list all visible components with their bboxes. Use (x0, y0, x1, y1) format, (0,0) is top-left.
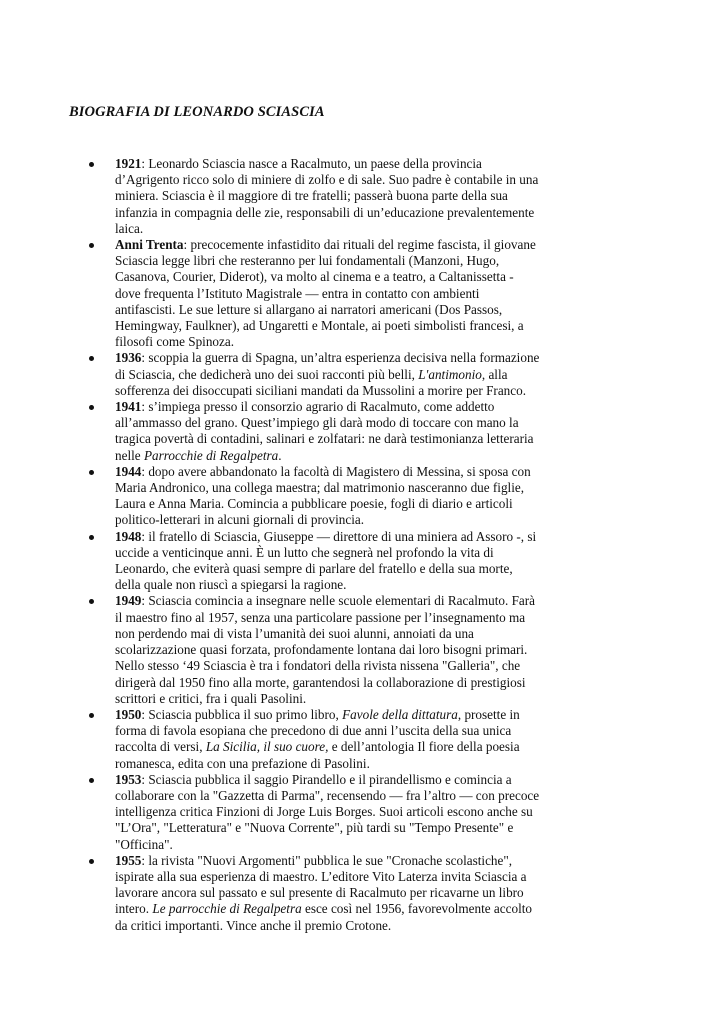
entry-title-italic: La Sicilia, il suo cuore, (205, 739, 329, 755)
entry-text: . (278, 447, 282, 463)
entry-year: 1955 (115, 852, 142, 868)
entry-text: : s’impiega presso il consorzio agrario di Racalmuto, come addetto all’ammasso del grano. Quest’impiego gli darà modo di toccare con mano la tragica povertà di contadini, salinari e zolfatari: ne darà testimonianza letteraria nelle (115, 399, 534, 463)
bullet-icon (89, 535, 94, 540)
entry-text: e dell’antologia Il fiore della poesia romanesca, edita con una prefazione di Pasolini. (115, 739, 520, 771)
list-item (0, 464, 540, 529)
bullet-icon (89, 470, 94, 475)
entry-year: 1949 (115, 593, 142, 609)
list-item (0, 156, 540, 237)
entry-year: 1941 (115, 399, 142, 415)
bullet-icon (89, 859, 94, 864)
biography-list (0, 156, 725, 934)
entry-year: 1953 (115, 771, 142, 787)
entry-text: : scoppia la guerra di Spagna, un’altra esperienza decisiva nella formazione di Sciascia, che dedicherà uno dei suoi racconti più belli, (115, 350, 540, 382)
entry-year: 1936 (115, 350, 142, 366)
entry-year: Anni Trenta (115, 237, 184, 253)
bullet-icon (89, 356, 94, 361)
entry-title-italic: L'antimonio (418, 366, 482, 382)
list-item (0, 350, 540, 399)
entry-year: 1948 (115, 528, 142, 544)
entry-year: 1944 (115, 463, 142, 479)
entry-year: 1950 (115, 706, 142, 722)
list-item (0, 237, 540, 350)
entry-text: , prosette in forma di favola esopiana che precedono di due anni l’uscita della sua unica raccolta di versi, (115, 706, 520, 755)
entry-text: : dopo avere abbandonato la facoltà di Magistero di Messina, si sposa con Maria Andronico, una collega maestra; dal matrimonio nasceranno due figlie, Laura e Anna Maria. Comincia a pubblicare poesie, fogli di diario e articoli politico-letterari in alcuni giornali di provincia. (115, 463, 531, 528)
bullet-icon (89, 243, 94, 248)
bullet-icon (89, 162, 94, 167)
entry-title-italic: Parrocchie di Regalpetra (143, 447, 279, 463)
entry-title-italic: Le parrocchie di Regalpetra (152, 901, 302, 917)
entry-text: : la rivista "Nuovi Argomenti" pubblica le sue "Cronache scolastiche", ispirate alla sua esperienza di maestro. L’editore Vito Laterza invita Sciascia a lavorare ancora sul passato e sul presente di Racalmuto per ricavarne un libro intero. (115, 852, 527, 917)
bullet-icon (89, 405, 94, 410)
list-item (0, 772, 540, 853)
entry-title-italic: Favole della dittatura (342, 706, 458, 722)
list-item (0, 853, 540, 934)
document-title: BIOGRAFIA DI LEONARDO SCIASCIA (69, 104, 325, 120)
entry-year: 1921 (115, 156, 142, 171)
bullet-icon (89, 778, 94, 783)
entry-text: , alla sofferenza dei disoccupati siciliani mandati da Mussolini a morire per Franco. (115, 366, 527, 398)
entry-text: : il fratello di Sciascia, Giuseppe — direttore di una miniera ad Assoro -, si uccide a venticinque anni. È un lutto che segnerà nel profondo la vita di Leonardo, che eviterà quasi sempre di parlare del fratello e della sua morte, della quale non riuscì a spiegarsi la ragione. (115, 528, 537, 593)
entry-text: : Sciascia pubblica il saggio Pirandello e il pirandellismo e comincia a collaborare con la "Gazzetta di Parma", recensendo — fra l’altro — con precoce intelligenza critica Finzioni di Jorge Luis Borges. Suoi articoli escono anche su "L’Ora", "Letteratura" e "Nuova Corrente", più tardi su "Tempo Presente" e "Officina". (115, 771, 540, 852)
list-item (0, 593, 540, 706)
entry-text: : precocemente infastidito dai rituali del regime fascista, il giovane Sciascia legge libri che resteranno per lui fondamentali (Manzoni, Hugo, Casanova, Courier, Diderot), va molto al cinema e a teatro, a Caltanissetta - dove frequenta l’Istituto Magistrale — entra in contatto con ambienti antifascisti. Le sue letture si allargano ai narratori americani (Dos Passos, Hemingway, Faulkner), ad Ungaretti e Montale, ai poeti simbolisti francesi, a filosofi come Spinoza. (115, 237, 536, 350)
bullet-icon (89, 713, 94, 718)
entry-text: esce così nel 1956, favorevolmente accolto da critici importanti. Vince anche il premio Crotone. (115, 901, 532, 933)
entry-text: : Leonardo Sciascia nasce a Racalmuto, un paese della provincia d’Agrigento ricco solo di miniere di zolfo e di sale. Suo padre è contabile in una miniera. Sciascia è il maggiore di tre fratelli; passerà buona parte della sua infanzia in compagnia delle zie, responsabili di un’educazione prevalentemente laica. (115, 156, 539, 236)
list-item (0, 529, 540, 594)
entry-text: : Sciascia pubblica il suo primo libro, (141, 706, 343, 722)
bullet-icon (89, 599, 94, 604)
entry-text: : Sciascia comincia a insegnare nelle scuole elementari di Racalmuto. Farà il maestro fino al 1957, senza una particolare passione per l’insegnamento ma non perdendo mai di vista l’umanità dei suoi alunni, annoiati da una scolarizzazione quasi forzata, profondamente lontana dai loro bisogni primari. Nello stesso ‘49 Sciascia è tra i fondatori della rivista nissena "Galleria", che dirigerà dal 1950 fino alla morte, garantendosi la collaborazione di prestigiosi scrittori e critici, fra i quali Pasolini. (115, 593, 536, 706)
list-item (0, 707, 540, 772)
list-item (0, 399, 540, 464)
